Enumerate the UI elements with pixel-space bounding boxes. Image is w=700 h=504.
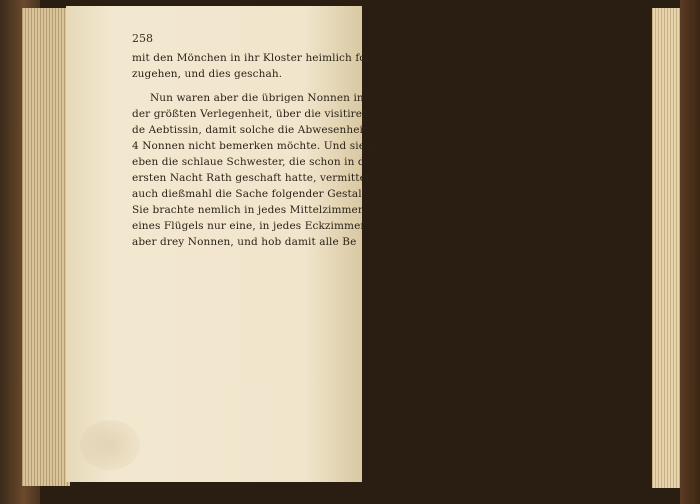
text-line: de Aebtissin, damit solche die Abwesenheit der: [132, 124, 390, 136]
text-line: auch dießmahl die Sache folgender Gestalt.: [132, 188, 370, 200]
paper-stain: [80, 420, 140, 470]
book-cover-right: [680, 0, 700, 504]
text-line: ersten Nacht Rath geschaft hatte, vermittelte: [132, 172, 380, 184]
text-line: der größten Verlegenheit, über die visitiren: [132, 108, 369, 120]
text-line: Sie brachte nemlich in jedes Mittelzimmer: [132, 204, 363, 216]
page-edges-left: [22, 8, 70, 486]
text-line: Nun waren aber die übrigen Nonnen in: [150, 92, 364, 104]
text-line: eines Flügels nur eine, in jedes Eckzimmer: [132, 220, 366, 232]
left-page-number: 258: [132, 32, 153, 45]
text-line: aber drey Nonnen, und hob damit alle Be: [132, 236, 357, 248]
text-line: 4 Nonnen nicht bemerken möchte. Und siehe!: [132, 140, 383, 152]
text-line: eben die schlaue Schwester, die schon in der: [132, 156, 377, 168]
text-line: zugehen, und dies geschah.: [132, 68, 283, 80]
text-line: mit den Mönchen in ihr Kloster heimlich fort: [132, 52, 376, 64]
